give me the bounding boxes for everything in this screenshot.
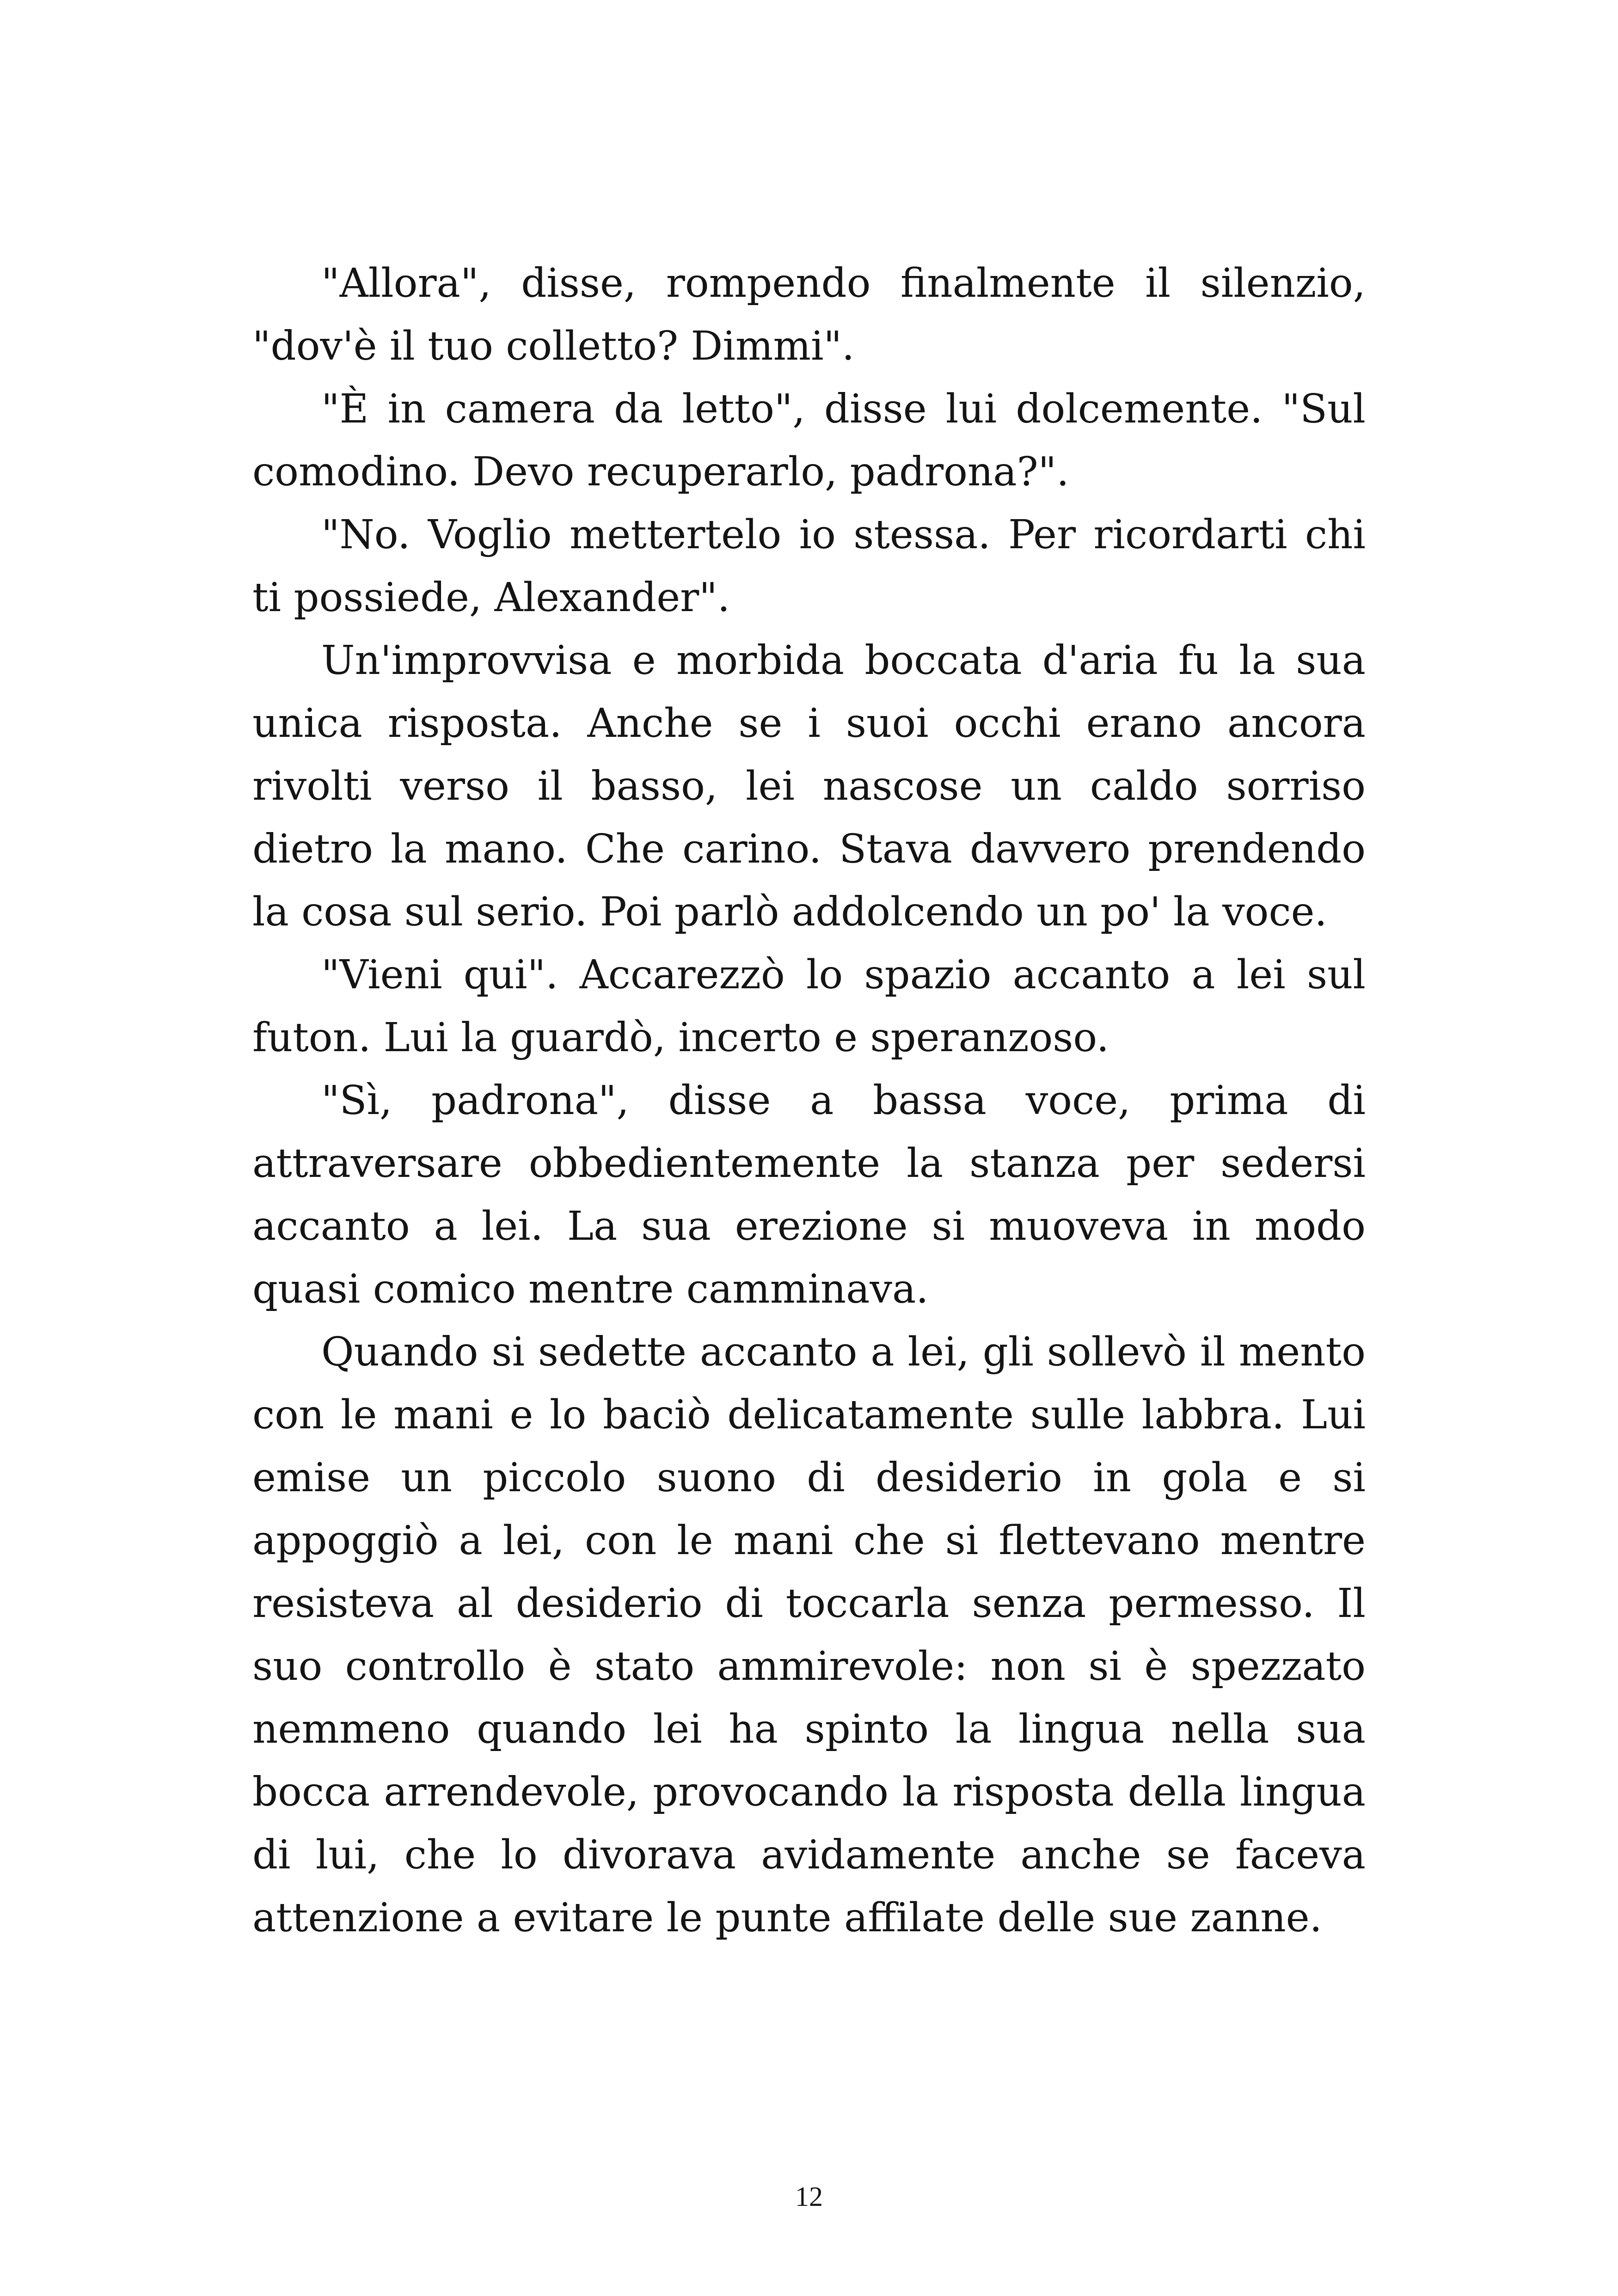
body-text (252, 252, 1366, 1949)
paragraph: "Vieni qui". Accarezzò lo spazio accanto a lei sul futon. Lui la guardò, incerto e speranzoso. (252, 952, 1366, 1061)
paragraph: "Allora", disse, rompendo finalmente il silenzio, "dov'è il tuo colletto? Dimmi". (252, 260, 1366, 369)
paragraph: "No. Voglio mettertelo io stessa. Per ricordarti chi ti possiede, Alexander". (252, 512, 1366, 621)
paragraph: Quando si sedette accanto a lei, gli sollevò il mento con le mani e lo baciò delicatamente sulle labbra. Lui emise un piccolo suono di desiderio in gola e si appoggiò a lei, con le mani che si flettevano mentre resisteva al desiderio di toccarla senza permesso. Il suo controllo è stato ammirevole: non si è spezzato nemmeno quando lei ha spinto la lingua nella sua bocca arrendevole, provocando la risposta della lingua di lui, che lo divorava avidamente anche se faceva attenzione a evitare le punte affilate delle sue zanne. (252, 1329, 1366, 1941)
paragraph: "Sì, padrona", disse a bassa voce, prima di attraversare obbedientemente la stanza per sedersi accanto a lei. La sua erezione si muoveva in modo quasi comico mentre camminava. (252, 1078, 1366, 1312)
page-number: 12 (795, 2181, 823, 2212)
paragraph: "È in camera da letto", disse lui dolcemente. "Sul comodino. Devo recuperarlo, padrona?". (252, 386, 1366, 495)
paragraph: Un'improvvisa e morbida boccata d'aria fu la sua unica risposta. Anche se i suoi occhi erano ancora rivolti verso il basso, lei nascose un caldo sorriso dietro la mano. Che carino. Stava davvero prendendo la cosa sul serio. Poi parlò addolcendo un po' la voce. (252, 637, 1366, 935)
